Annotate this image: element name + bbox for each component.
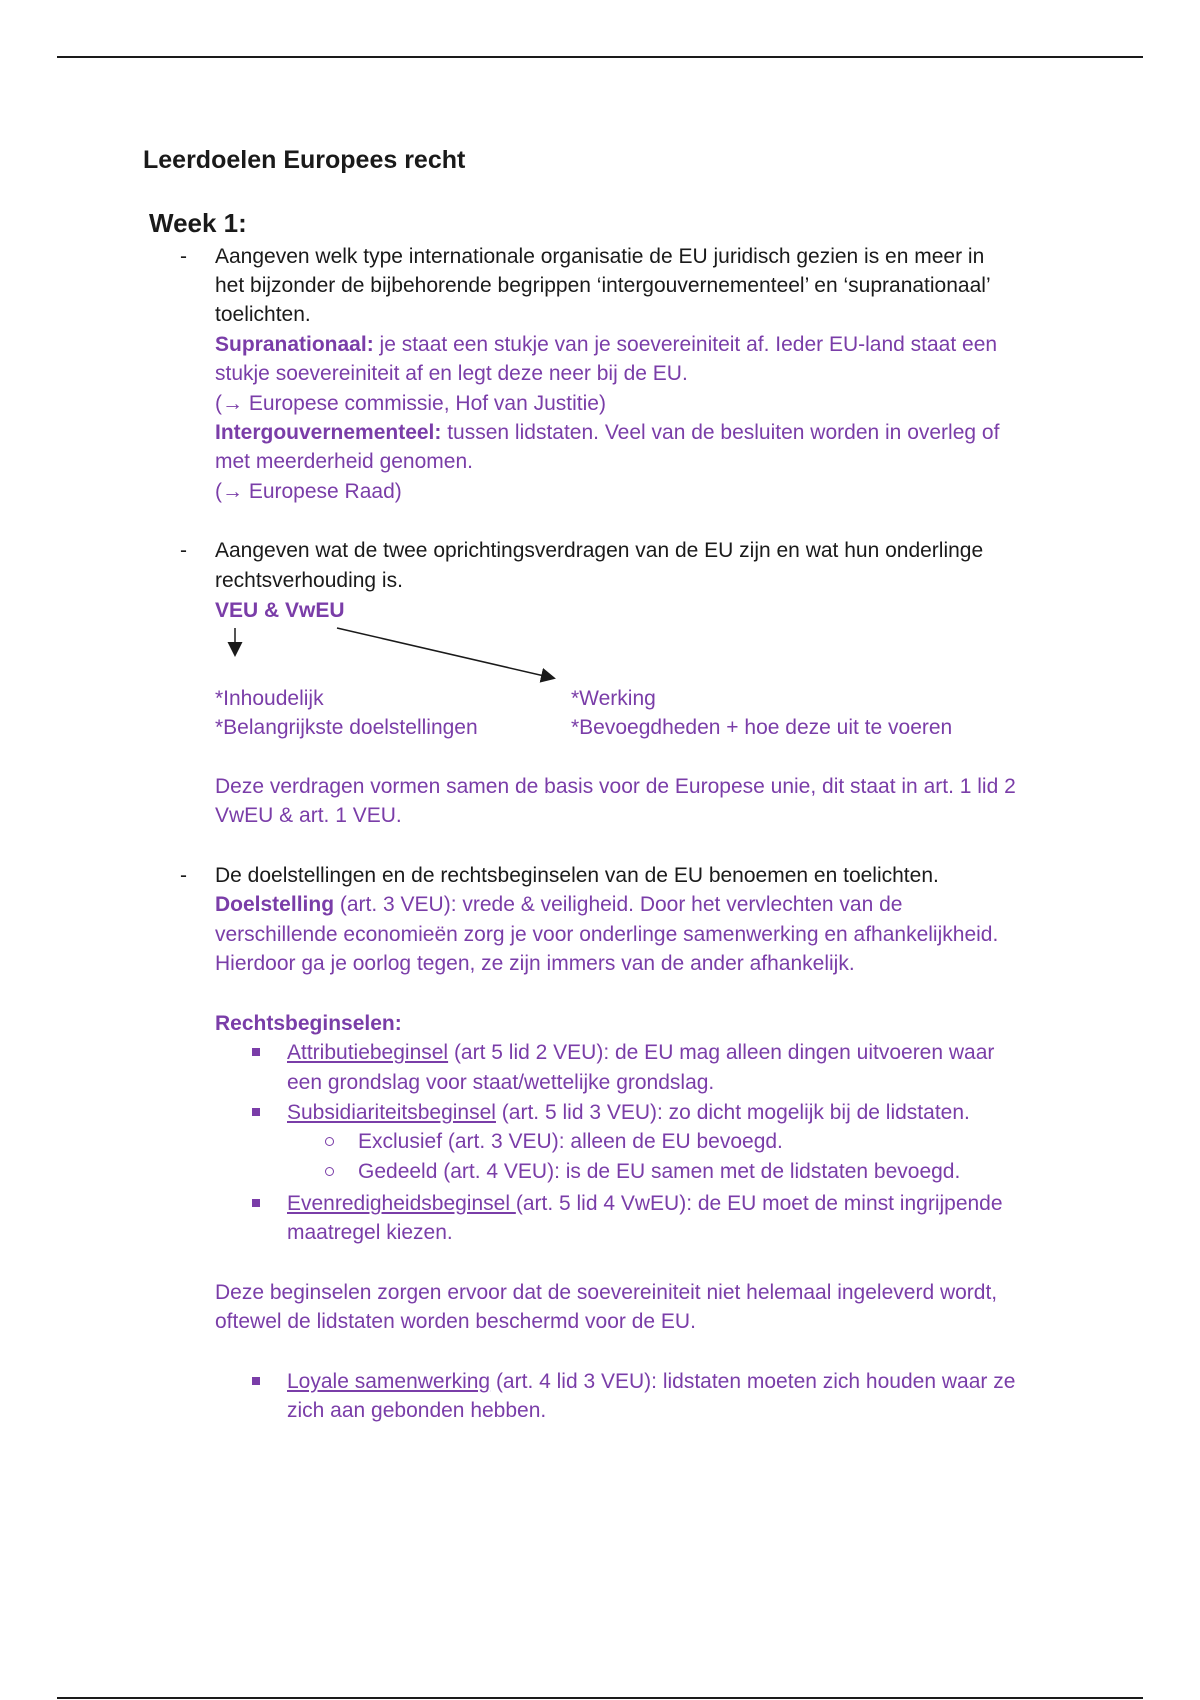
- square-bullet-icon: [252, 1199, 260, 1207]
- loyal-line1: (art. 4 lid 3 VEU): lidstaten moeten zich houden waar ze: [490, 1370, 1016, 1393]
- inter-line2: met meerderheid genomen.: [215, 450, 473, 473]
- basis-line2: VwEU & art. 1 VEU.: [215, 804, 402, 827]
- attr-line1: (art 5 lid 2 VEU): de EU mag alleen dingen uitvoeren waar: [448, 1041, 995, 1064]
- loyal-term: Loyale samenwerking: [287, 1370, 491, 1393]
- item2-line1: Aangeven wat de twee oprichtingsverdragen van de EU zijn en wat hun onderlinge: [215, 539, 984, 562]
- circle-bullet-icon: [325, 1167, 334, 1176]
- attr-term: Attributiebeginsel: [287, 1041, 449, 1064]
- doel-definition: [215, 890, 902, 919]
- left-col-item: *Belangrijkste doelstellingen: [215, 716, 478, 739]
- document-title: Leerdoelen Europees recht: [143, 146, 466, 174]
- doel-line1: (art. 3 VEU): vrede & veiligheid. Door het vervlechten van de: [334, 893, 903, 916]
- basis-line1: Deze verdragen vormen samen de basis voor de Europese unie, dit staat in art. 1 lid 2: [215, 775, 1016, 798]
- rechts-heading: Rechtsbeginselen:: [215, 1012, 402, 1035]
- sub-exclusief: Exclusief (art. 3 VEU): alleen de EU bevoegd.: [358, 1130, 783, 1153]
- item1-line2: het bijzonder de bijbehorende begrippen ‘intergouvernementeel’ en ‘supranationaal’: [215, 274, 991, 297]
- inter-example: (→ Europese Raad): [215, 480, 402, 503]
- right-col-item: *Werking: [571, 687, 656, 710]
- note-line1: Deze beginselen zorgen ervoor dat de soevereiniteit niet helemaal ingeleverd wordt,: [215, 1281, 998, 1304]
- list-dash: -: [180, 864, 187, 887]
- supra-example: (→ Europese commissie, Hof van Justitie): [215, 392, 606, 415]
- attr-definition: [287, 1038, 994, 1067]
- loyal-line2: zich aan gebonden hebben.: [287, 1399, 547, 1422]
- square-bullet-icon: [252, 1048, 260, 1056]
- loyal-definition: [287, 1367, 1015, 1396]
- even-line2: maatregel kiezen.: [287, 1221, 453, 1244]
- doel-line2: verschillende economieën zorg je voor onderlinge samenwerking en afhankelijkheid.: [215, 923, 999, 946]
- supra-term: Supranationaal:: [215, 333, 374, 356]
- supra-line1: je staat een stukje van je soevereiniteit af. Ieder EU-land staat een: [373, 333, 998, 356]
- doel-term: Doelstelling: [215, 893, 335, 916]
- left-col-item: *Inhoudelijk: [215, 687, 324, 710]
- arrow-right: [337, 628, 553, 678]
- even-definition: [287, 1189, 1003, 1218]
- square-bullet-icon: [252, 1108, 260, 1116]
- bottom-rule: [57, 1697, 1143, 1699]
- item1-line1: Aangeven welk type internationale organisatie de EU juridisch gezien is en meer in: [215, 245, 985, 268]
- even-term: Evenredigheidsbeginsel: [287, 1192, 516, 1215]
- doel-line3: Hierdoor ga je oorlog tegen, ze zijn immers van de ander afhankelijk.: [215, 952, 855, 975]
- attr-line2: een grondslag voor staat/wettelijke grondslag.: [287, 1071, 715, 1094]
- circle-bullet-icon: [325, 1137, 334, 1146]
- sub-gedeeld: Gedeeld (art. 4 VEU): is de EU samen met de lidstaten bevoegd.: [358, 1160, 961, 1183]
- even-line1: (art. 5 lid 4 VwEU): de EU moet de minst ingrijpende: [515, 1192, 1003, 1215]
- right-col-item: *Bevoegdheden + hoe deze uit te voeren: [571, 716, 953, 739]
- inter-line1: tussen lidstaten. Veel van de besluiten worden in overleg of: [441, 421, 1000, 444]
- subs-definition: [287, 1098, 970, 1127]
- item1-line3: toelichten.: [215, 303, 311, 326]
- square-bullet-icon: [252, 1377, 260, 1385]
- list-dash: -: [180, 539, 187, 562]
- week-heading: Week 1:: [149, 208, 247, 238]
- treaties-label: VEU & VwEU: [215, 599, 345, 622]
- note-line2: oftewel de lidstaten worden beschermd voor de EU.: [215, 1310, 696, 1333]
- list-dash: -: [180, 245, 187, 268]
- subs-line1: (art. 5 lid 3 VEU): zo dicht mogelijk bij de lidstaten.: [495, 1101, 970, 1124]
- item2-line2: rechtsverhouding is.: [215, 569, 403, 592]
- supra-line2: stukje soevereiniteit af en legt deze neer bij de EU.: [215, 362, 688, 385]
- subs-term: Subsidiariteitsbeginsel: [287, 1101, 496, 1124]
- item3-line1: De doelstellingen en de rechtsbeginselen van de EU benoemen en toelichten.: [215, 864, 939, 887]
- inter-term: Intergouvernementeel:: [215, 421, 442, 444]
